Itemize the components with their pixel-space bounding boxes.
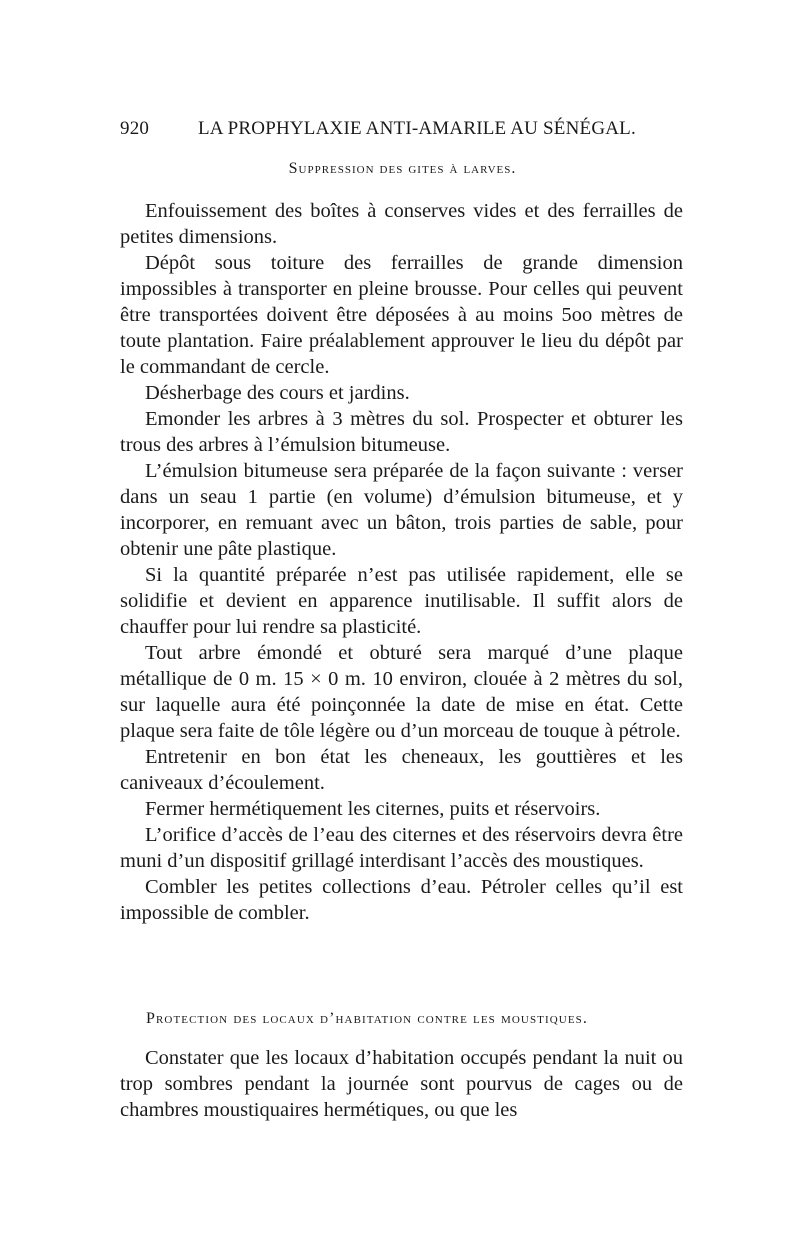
- paragraph: Entretenir en bon état les cheneaux, les gouttières et les caniveaux d’écoulement.: [120, 746, 683, 794]
- section-body-protection: [120, 1045, 683, 1123]
- page-number: 920: [120, 118, 150, 139]
- paragraph: Fermer hermétiquement les citernes, puits et réservoirs.: [145, 798, 601, 820]
- running-title: LA PROPHYLAXIE ANTI-AMARILE AU SÉNÉGAL.: [198, 118, 636, 139]
- running-head: [120, 118, 690, 140]
- paragraph: Si la quantité préparée n’est pas utilisée rapidement, elle se solidifie et devient en apparence inutilisable. Il suffit alors de chauffer pour lui rendre sa plasticité.: [120, 564, 683, 638]
- section-heading-protection: Protection des locaux d’habitation contre les moustiques.: [146, 1010, 588, 1027]
- paragraph: Tout arbre émondé et obturé sera marqué d’une plaque métallique de 0 m. 15 × 0 m. 10 environ, clouée à 2 mètres du sol, sur laquelle aura été poinçonnée la date de mise en état. Cette plaque sera faite de tôle légère ou d’un morceau de touque à pétrole.: [120, 642, 683, 742]
- paragraph: L’émulsion bitumeuse sera préparée de la façon suivante : verser dans un seau 1 partie (en volume) d’émulsion bitumeuse, et y incorporer, en remuant avec un bâton, trois parties de sable, pour obtenir une pâte plastique.: [120, 460, 683, 560]
- paragraph: Emonder les arbres à 3 mètres du sol. Prospecter et obturer les trous des arbres à l’émulsion bitumeuse.: [120, 408, 683, 456]
- section-heading-larves: Suppression des gites à larves.: [288, 160, 517, 177]
- paragraph: Dépôt sous toiture des ferrailles de grande dimension impossibles à transporter en pleine brousse. Pour celles qui peuvent être transportées doivent être déposées à au moins 5oo mètres de toute plantation. Faire préalablement approuver le lieu du dépôt par le commandant de cercle.: [120, 252, 683, 378]
- section-body-larves: [120, 198, 683, 926]
- paragraph: Constater que les locaux d’habitation occupés pendant la nuit ou trop sombres pendant la journée sont pourvus de cages ou de chambres moustiquaires hermétiques, ou que les: [120, 1047, 683, 1121]
- paragraph: Désherbage des cours et jardins.: [145, 382, 410, 404]
- paragraph: L’orifice d’accès de l’eau des citernes et des réservoirs devra être muni d’un dispositif grillagé interdisant l’accès des moustiques.: [120, 824, 683, 872]
- paragraph: Enfouissement des boîtes à conserves vides et des ferrailles de petites dimensions.: [120, 200, 683, 248]
- paragraph: Combler les petites collections d’eau. Pétroler celles qu’il est impossible de combler.: [120, 876, 683, 924]
